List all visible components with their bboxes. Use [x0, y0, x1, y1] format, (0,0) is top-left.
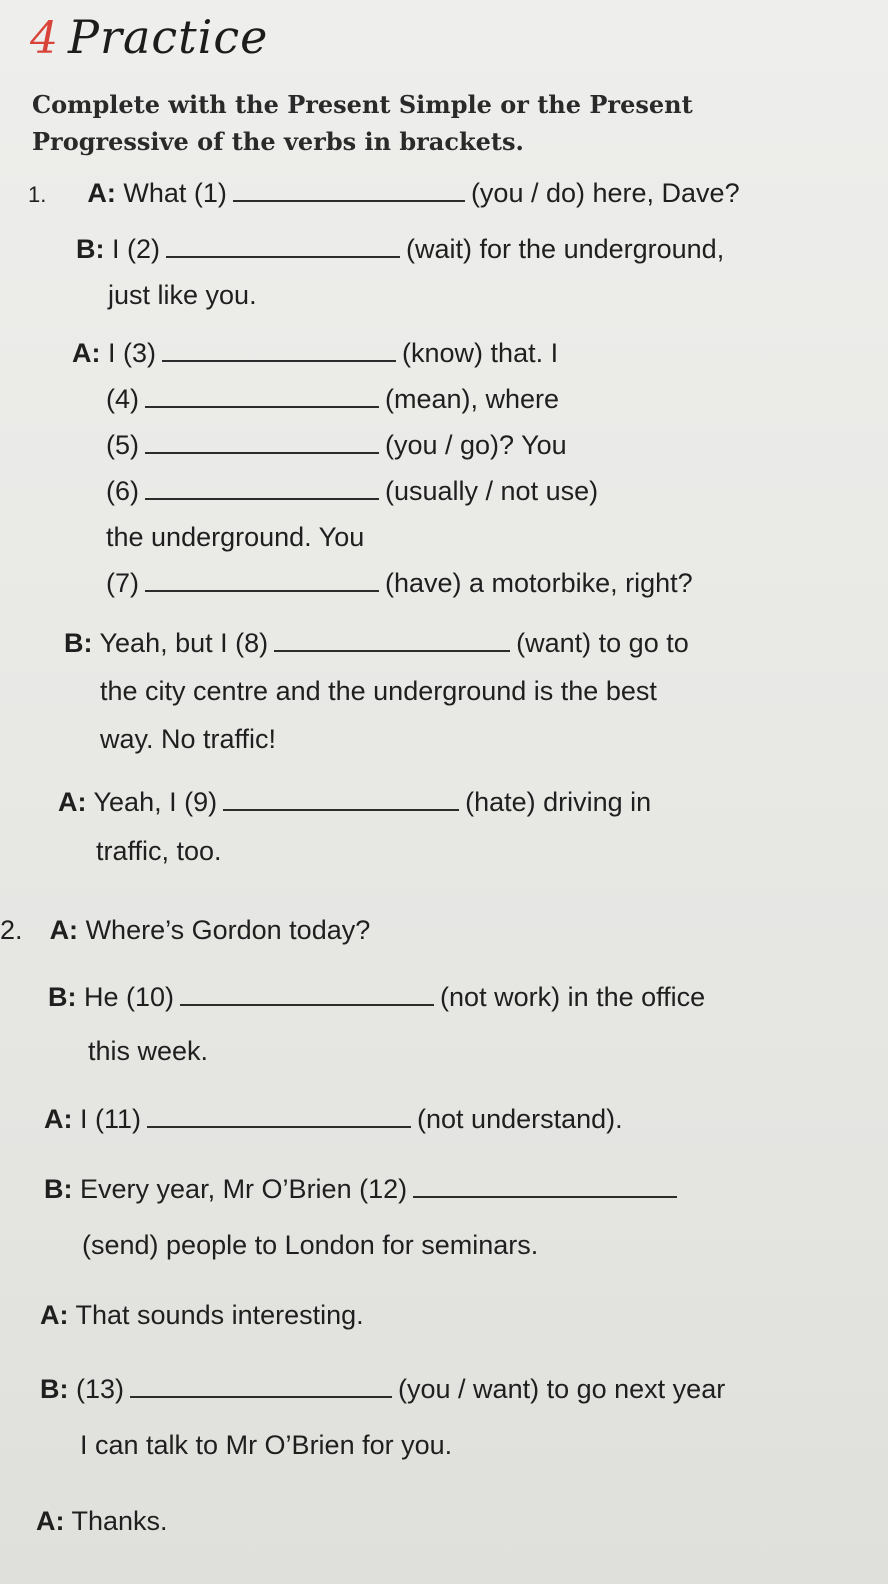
speaker-label: B: — [76, 234, 105, 264]
exercise-title: Practice — [68, 10, 269, 64]
speaker-label: A: — [87, 178, 116, 208]
line-text: (7) — [106, 568, 139, 598]
exercise-number: 4 — [30, 13, 58, 64]
line-text: (13) — [76, 1374, 125, 1404]
line-continuation: I can talk to Mr O’Brien for you. — [80, 1430, 453, 1460]
verb-hint: (know) that. I — [402, 338, 559, 368]
speaker-label: A: — [58, 787, 87, 817]
speaker-label: A: — [49, 915, 79, 945]
speaker-label: B: — [48, 982, 77, 1012]
dialogue-line — [44, 1106, 623, 1133]
line-continuation: the city centre and the underground is the best — [100, 676, 657, 706]
line-text: That sounds interesting. — [75, 1300, 364, 1330]
exercise-heading — [30, 10, 268, 64]
verb-hint: (you / go)? You — [385, 430, 567, 460]
answer-blank[interactable] — [145, 497, 379, 500]
line-text: Yeah, I (9) — [93, 787, 218, 817]
dialogue-line — [76, 236, 724, 263]
dialogue-line — [72, 340, 558, 367]
dialogue-line — [106, 478, 598, 505]
speaker-label: A: — [40, 1300, 69, 1330]
answer-blank[interactable] — [413, 1195, 677, 1198]
line-continuation: way. No traffic! — [100, 724, 277, 754]
question-number: 2. — [0, 915, 23, 945]
line-text: I (11) — [80, 1104, 142, 1134]
dialogue-line — [40, 1376, 725, 1403]
answer-blank[interactable] — [274, 649, 510, 652]
line-text: Where’s Gordon today? — [85, 915, 371, 945]
line-text: (5) — [106, 430, 139, 460]
answer-blank[interactable] — [145, 405, 379, 408]
answer-blank[interactable] — [130, 1395, 392, 1398]
line-continuation: just like you. — [108, 280, 257, 310]
line-text: Every year, Mr O’Brien (12) — [80, 1174, 408, 1204]
line-text: (6) — [106, 476, 139, 506]
line-text: He (10) — [84, 982, 175, 1012]
speaker-label: A: — [36, 1506, 65, 1536]
verb-hint: (mean), where — [385, 384, 560, 414]
verb-hint: (have) a motorbike, right? — [385, 568, 693, 598]
verb-hint: (want) to go to — [516, 628, 689, 658]
dialogue-line — [36, 1508, 168, 1535]
dialogue-line — [44, 1176, 683, 1203]
speaker-label: B: — [44, 1174, 73, 1204]
verb-hint: (wait) for the underground, — [406, 234, 725, 264]
dialogue-line — [106, 570, 693, 597]
verb-hint: (you / do) here, Dave? — [470, 178, 740, 208]
answer-blank[interactable] — [145, 451, 379, 454]
verb-hint: (not work) in the office — [440, 982, 706, 1012]
line-continuation: (send) people to London for seminars. — [82, 1230, 539, 1260]
dialogue-line — [48, 984, 705, 1011]
line-text: I (3) — [108, 338, 157, 368]
dialogue-line — [40, 1302, 364, 1329]
line-text: Yeah, but I (8) — [99, 628, 269, 658]
line-text: Thanks. — [71, 1506, 168, 1536]
answer-blank[interactable] — [223, 808, 459, 811]
verb-hint: (you / want) to go next year — [398, 1374, 726, 1404]
line-text: (4) — [106, 384, 139, 414]
verb-hint: (hate) driving in — [465, 787, 652, 817]
answer-blank[interactable] — [162, 359, 396, 362]
line-continuation: traffic, too. — [96, 836, 222, 866]
line-continuation: the underground. You — [106, 522, 365, 552]
verb-hint: (usually / not use) — [385, 476, 599, 506]
answer-blank[interactable] — [233, 199, 465, 202]
answer-blank[interactable] — [145, 589, 379, 592]
speaker-label: B: — [64, 628, 93, 658]
verb-hint: (not understand). — [417, 1104, 623, 1134]
dialogue-line — [58, 789, 651, 816]
answer-blank[interactable] — [166, 255, 400, 258]
line-continuation: this week. — [88, 1036, 209, 1066]
dialogue-line — [106, 386, 559, 413]
instruction-line: Complete with the Present Simple or the Present — [32, 90, 693, 119]
answer-blank[interactable] — [147, 1125, 411, 1128]
dialogue-line — [106, 432, 567, 459]
dialogue-line — [28, 180, 740, 207]
answer-blank[interactable] — [180, 1003, 434, 1006]
speaker-label: A: — [72, 338, 101, 368]
dialogue-line — [64, 630, 689, 657]
line-text: What (1) — [123, 178, 227, 208]
speaker-label: A: — [44, 1104, 73, 1134]
dialogue-line — [0, 917, 370, 944]
instruction-line: Progressive of the verbs in brackets. — [32, 127, 524, 156]
line-text: I (2) — [112, 234, 161, 264]
speaker-label: B: — [40, 1374, 69, 1404]
question-number: 1. — [28, 182, 47, 207]
